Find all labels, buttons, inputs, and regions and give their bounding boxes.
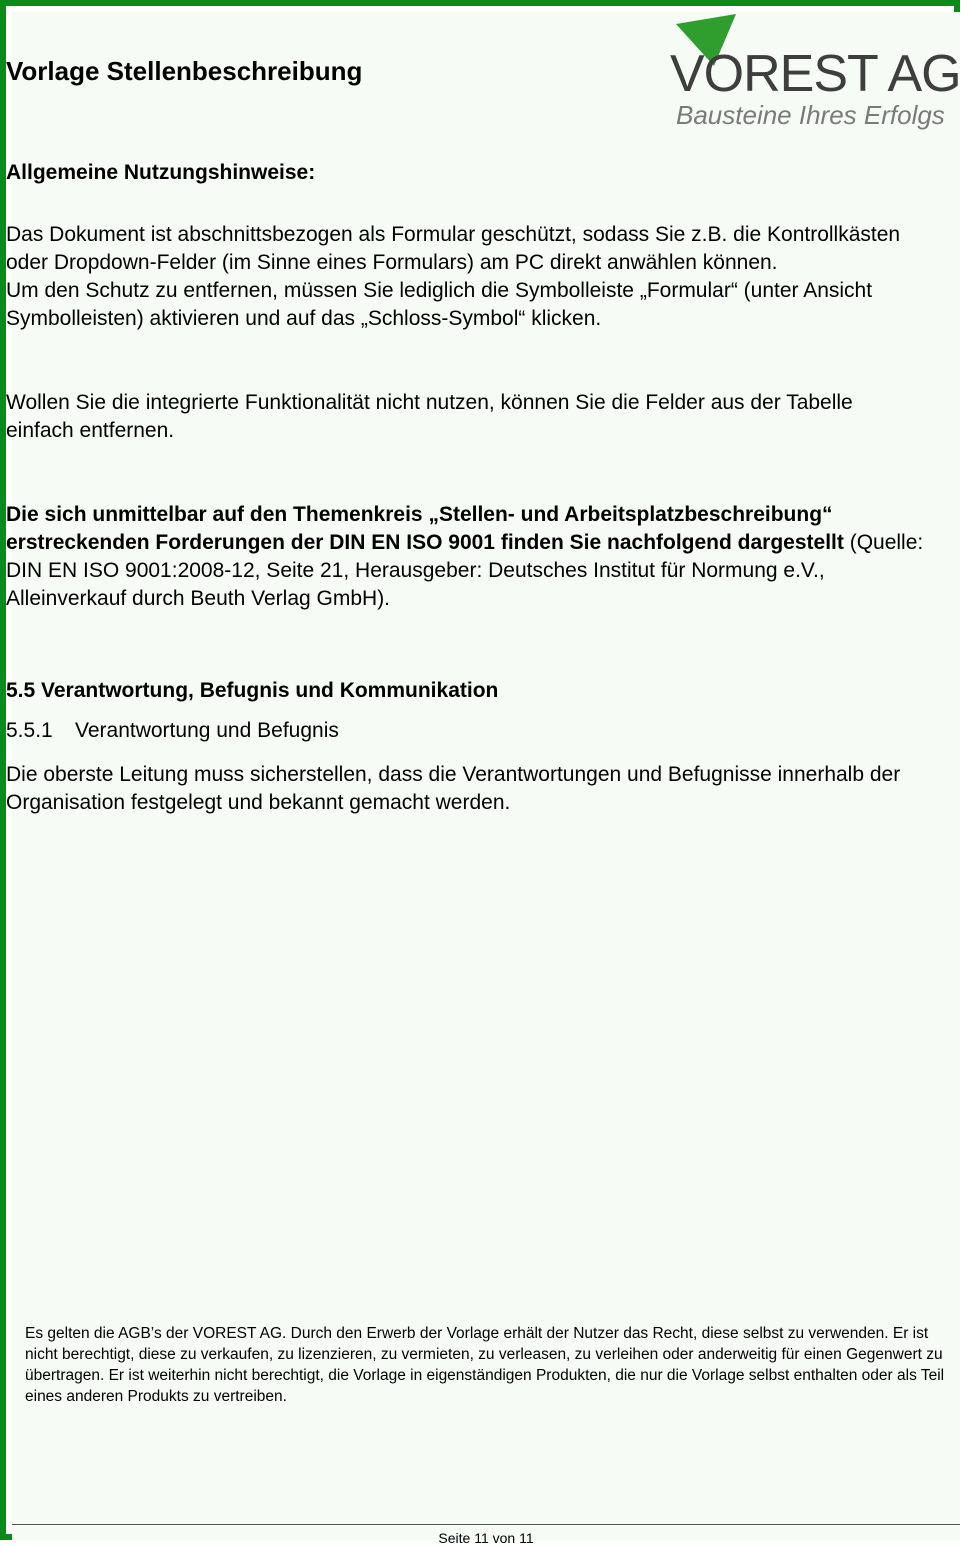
responsibility-paragraph: Die oberste Leitung muss sicherstellen, dass die Verantwortungen und Befugnisse innerhalb der Organisation festgelegt und bekannt gemacht werden. bbox=[6, 763, 901, 814]
iso-intro-source: (Quelle: DIN EN ISO 9001:2008-12, Seite 21, Herausgeber: Deutsches Institut für Normung e.V., Alleinverkauf durch Beuth Verlag GmbH). bbox=[6, 531, 924, 610]
section-title: 5.5 Verantwortung, Befugnis und Kommunikation bbox=[6, 679, 499, 702]
license-note: Es gelten die AGB’s der VOREST AG. Durch den Erwerb der Vorlage erhält der Nutzer das Recht, diese selbst zu verwenden. Er ist nicht berechtigt, diese zu verkaufen, zu lizenzieren, zu vermieten, zu verleasen, zu verleihen oder anderweitig für einen Gegenwert zu übertragen. Er ist weiterhin nicht berechtigt, die Vorlage in eigenständigen Produkten, die nur die Vorlage selbst enthalten oder als Teil eines anderen Produkts zu vertreiben. bbox=[25, 1325, 945, 1405]
iso-intro-paragraph bbox=[6, 501, 926, 613]
subsection-title: Verantwortung und Befugnis bbox=[75, 719, 339, 742]
subsection-heading bbox=[6, 719, 339, 743]
usage-paragraph-1-line-2: Um den Schutz zu entfernen, müssen Sie lediglich die Symbolleiste „Formular“ (unter Ansicht Symbolleisten) aktivieren und auf das „Schloss-Symbol“ klicken. bbox=[6, 279, 873, 330]
company-logo bbox=[670, 14, 960, 134]
logo-slogan-text: Bausteine Ihres Erfolgs bbox=[676, 100, 945, 130]
usage-paragraph-1 bbox=[6, 221, 926, 333]
document-title: Vorlage Stellenbeschreibung bbox=[6, 56, 363, 86]
subsection-number: 5.5.1 bbox=[6, 719, 53, 742]
usage-heading: Allgemeine Nutzungshinweise: bbox=[6, 161, 316, 184]
usage-paragraph-2: Wollen Sie die integrierte Funktionalität nicht nutzen, können Sie die Felder aus der Tabelle einfach entfernen. bbox=[6, 391, 853, 442]
page-number: Seite 11 von 11 bbox=[438, 1530, 534, 1546]
document-page bbox=[6, 12, 961, 1546]
iso-intro-bold: Die sich unmittelbar auf den Themenkreis „Stellen- und Arbeitsplatzbeschreibung“ erstreckenden Forderungen der DIN EN ISO 9001 finden Sie nachfolgend dargestellt bbox=[6, 503, 844, 554]
footer-divider bbox=[12, 1524, 960, 1525]
usage-paragraph-1-line-1: Das Dokument ist abschnittsbezogen als Formular geschützt, sodass Sie z.B. die Kontrollkästen oder Dropdown-Felder (im Sinne eines Formulars) am PC direkt anwählen können. bbox=[6, 223, 901, 274]
logo-brand-text: VOREST AG bbox=[670, 45, 961, 103]
